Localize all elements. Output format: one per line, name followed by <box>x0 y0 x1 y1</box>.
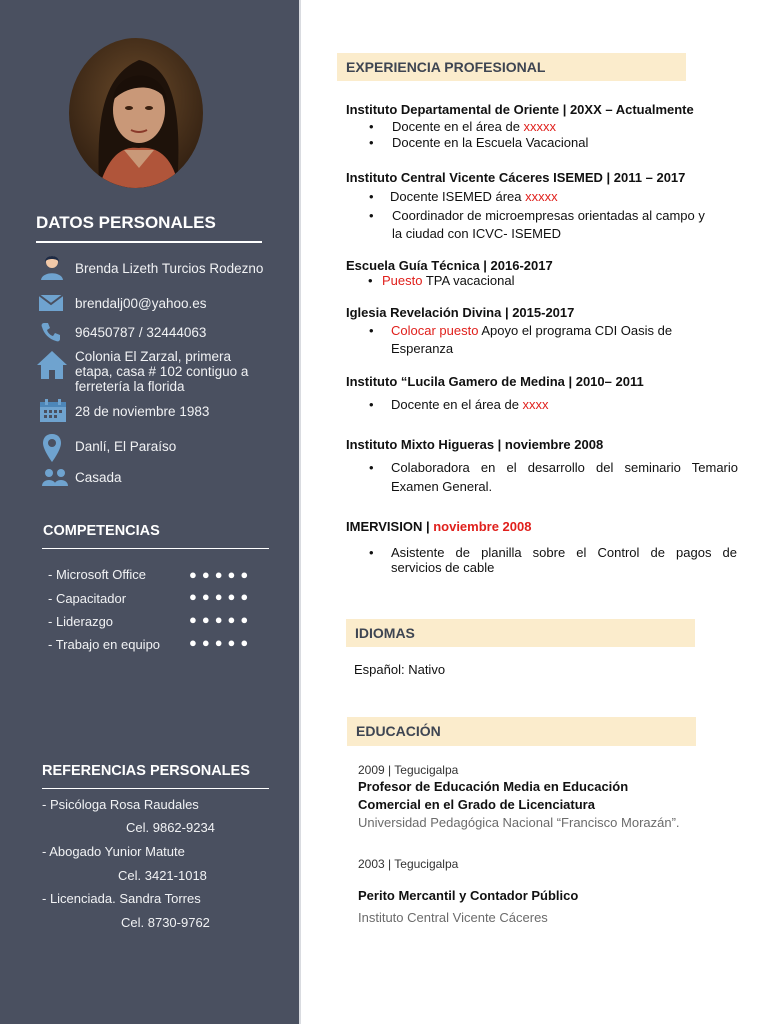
job-bullet: • Colocar puesto Apoyo el programa CDI Oasis de <box>369 323 673 338</box>
user-icon <box>38 253 66 286</box>
job-bullet: • Asistente de planilla sobre el Control de pagos de <box>369 545 737 560</box>
skill-label: - Microsoft Office <box>48 567 147 582</box>
skill-rating: ●●●●● <box>189 589 254 604</box>
reference-name: - Licenciada. Sandra Torres <box>42 891 201 906</box>
education-institution: Instituto Central Vicente Cáceres <box>358 910 548 925</box>
skill-rating: ●●●●● <box>189 567 254 582</box>
reference-phone: Cel. 8730-9762 <box>121 915 210 930</box>
address-line-3: ferretería la florida <box>75 379 185 394</box>
bullet-continuation: Esperanza <box>391 341 454 356</box>
company-name: IMERVISION | <box>346 519 434 534</box>
references-title: REFERENCIAS PERSONALES <box>42 763 250 779</box>
job-title: Instituto Central Vicente Cáceres ISEMED | 2011 – 2017 <box>346 170 686 185</box>
skills-title: COMPETENCIAS <box>43 523 160 539</box>
bullet-text: Apoyo el programa CDI Oasis de <box>478 323 673 338</box>
job-bullet: • Docente ISEMED área xxxxx <box>369 189 558 204</box>
calendar-icon <box>39 399 67 428</box>
placeholder-text: xxxx <box>522 397 549 412</box>
bullet-text: Docente en el área de <box>392 119 524 134</box>
sidebar <box>0 0 299 1024</box>
bullet-continuation: la ciudad con ICVC- ISEMED <box>392 226 562 241</box>
home-icon <box>36 350 68 385</box>
bullet-text: Colaboradora en el desarrollo del seminario Temario <box>391 460 738 475</box>
job-title: Iglesia Revelación Divina | 2015-2017 <box>346 305 575 320</box>
placeholder-text: Colocar puesto <box>391 323 479 338</box>
education-date: 2009 | Tegucigalpa <box>358 763 459 777</box>
job-bullet: • Docente en el área de xxxxx <box>369 119 557 134</box>
job-bullet: • Colaboradora en el desarrollo del seminario Temario <box>369 460 738 475</box>
bullet-continuation: Examen General. <box>391 479 493 494</box>
job-title: Escuela Guía Técnica | 2016-2017 <box>346 258 553 273</box>
personal-data-title: DATOS PERSONALES <box>36 213 216 232</box>
skill-label: - Liderazgo <box>48 614 114 629</box>
skills-divider <box>42 548 269 549</box>
skill-label: - Trabajo en equipo <box>48 637 161 652</box>
couple-icon <box>41 468 69 491</box>
job-bullet: • Coordinador de microempresas orientadas al campo y <box>369 208 705 223</box>
job-date: noviembre 2008 <box>433 519 532 534</box>
marital-status: Casada <box>75 470 122 485</box>
job-title: Instituto Departamental de Oriente | 20XX – Actualmente <box>346 102 694 117</box>
bullet-text: Docente en la Escuela Vacacional <box>392 135 589 150</box>
reference-phone: Cel. 3421-1018 <box>118 868 207 883</box>
job-bullet: • Puesto TPA vacacional <box>368 273 515 288</box>
job-bullet: • Docente en el área de xxxx <box>369 397 549 412</box>
bullet-continuation: servicios de cable <box>391 560 495 575</box>
languages-header: IDIOMAS <box>346 619 695 647</box>
envelope-icon <box>38 294 64 317</box>
references-divider <box>42 788 269 789</box>
phone: 96450787 / 32444063 <box>75 325 207 340</box>
education-date: 2003 | Tegucigalpa <box>358 857 459 871</box>
bullet-text: Asistente de planilla sobre el Control de pagos de <box>391 545 737 560</box>
experience-header: EXPERIENCIA PROFESIONAL <box>337 53 686 81</box>
address-line-2: etapa, casa # 102 contiguo a <box>75 364 249 379</box>
location: Danlí, El Paraíso <box>75 439 177 454</box>
language-item: Español: Nativo <box>354 662 446 677</box>
bullet-text: Docente en el área de <box>391 397 523 412</box>
reference-name: - Psicóloga Rosa Raudales <box>42 797 199 812</box>
bullet-text: Coordinador de microempresas orientadas al campo y <box>392 208 705 223</box>
education-degree-line-2: Comercial en el Grado de Licenciatura <box>358 797 595 812</box>
placeholder-text: Puesto <box>382 273 423 288</box>
skill-rating: ●●●●● <box>189 612 254 627</box>
skill-label: - Capacitador <box>48 591 127 606</box>
email[interactable]: brendalj00@yahoo.es <box>75 296 207 311</box>
skill-rating: ●●●●● <box>189 635 254 650</box>
reference-phone: Cel. 9862-9234 <box>126 820 215 835</box>
sidebar-edge <box>299 0 301 1024</box>
phone-icon <box>40 321 62 348</box>
education-header: EDUCACIÓN <box>347 717 696 746</box>
job-title: Instituto “Lucila Gamero de Medina | 2010– 2011 <box>346 374 644 389</box>
map-pin-icon <box>42 433 62 468</box>
job-title: Instituto Mixto Higueras | noviembre 2008 <box>346 437 604 452</box>
job-bullet: • Docente en la Escuela Vacacional <box>369 135 589 150</box>
full-name: Brenda Lizeth Turcios Rodezno <box>75 261 264 276</box>
education-degree-line-1: Profesor de Educación Media en Educación <box>358 779 629 794</box>
address-line-1: Colonia El Zarzal, primera <box>75 349 232 364</box>
reference-name: - Abogado Yunior Matute <box>42 844 185 859</box>
job-title <box>346 519 531 534</box>
education-institution: Universidad Pedagógica Nacional “Francisco Morazán”. <box>358 815 680 830</box>
personal-divider <box>36 241 262 243</box>
placeholder-text: xxxxx <box>523 119 557 134</box>
bullet-text: Docente ISEMED área <box>390 189 526 204</box>
bullet-text: TPA vacacional <box>422 273 515 288</box>
education-degree: Perito Mercantil y Contador Público <box>358 888 579 903</box>
profile-photo <box>69 38 203 188</box>
birth-date: 28 de noviembre 1983 <box>75 404 210 419</box>
placeholder-text: xxxxx <box>525 189 558 204</box>
